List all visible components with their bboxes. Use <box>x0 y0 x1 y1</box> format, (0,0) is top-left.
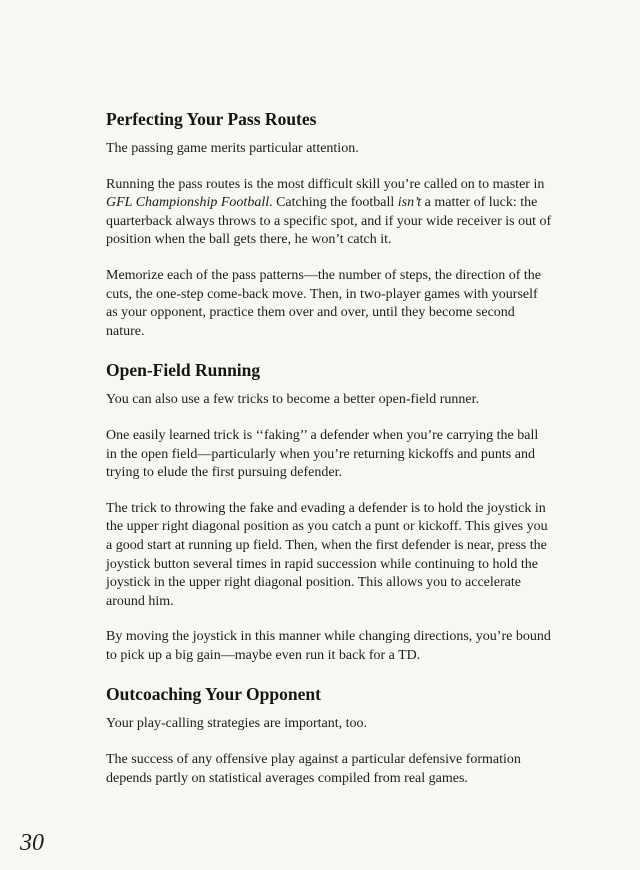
paragraph: One easily learned trick is ‘‘faking’’ a defender when you’re carrying the ball in the open field—particularly when you’re returning kickoffs and punts and trying to elude the first pursuing defender. <box>106 427 539 481</box>
paragraph: The passing game merits particular attention. <box>106 141 359 156</box>
paragraph: The success of any offensive play against a particular defensive formation depends partly on statistical averages compiled from real games. <box>106 752 521 786</box>
paragraph: Memorize each of the pass patterns—the number of steps, the direction of the cuts, the one-step come-back move. Then, in two-player games with yourself as your opponent, practice them over and over, until they become second nature. <box>106 267 542 339</box>
emphasis-italic: isn’t <box>397 195 422 211</box>
paragraph: Running the pass routes is the most difficult skill you’re called on to master in GFL Championship Football. Catching the football isn’t a matter of luck: the quarterback always throws to a specific spot, and if your wide receiver is out of position when the ball gets there, he won’t catch it. <box>106 176 552 248</box>
page-content <box>106 108 552 788</box>
section-heading-open-field: Open-Field Running <box>106 360 261 381</box>
page-number: 30 <box>20 830 44 856</box>
game-title-italic: GFL Championship Football <box>106 195 270 211</box>
section-heading-pass-routes: Perfecting Your Pass Routes <box>106 109 317 129</box>
paragraph: By moving the joystick in this manner while changing directions, you’re bound to pick up a big gain—maybe even run it back for a TD. <box>106 629 551 663</box>
section-heading-outcoaching: Outcoaching Your Opponent <box>106 684 321 705</box>
paragraph: The trick to throwing the fake and evading a defender is to hold the joystick in the upper right diagonal position as you catch a punt or kickoff. This gives you a good start at running up field. Then, when the first defender is near, press the joystick button several times in rapid succession while continuing to hold the joystick in the upper right diagonal position. This allows you to accelerate around him. <box>106 500 548 609</box>
paragraph: Your play-calling strategies are important, too. <box>106 716 368 732</box>
paragraph: You can also use a few tricks to become a better open-field runner. <box>106 392 479 408</box>
